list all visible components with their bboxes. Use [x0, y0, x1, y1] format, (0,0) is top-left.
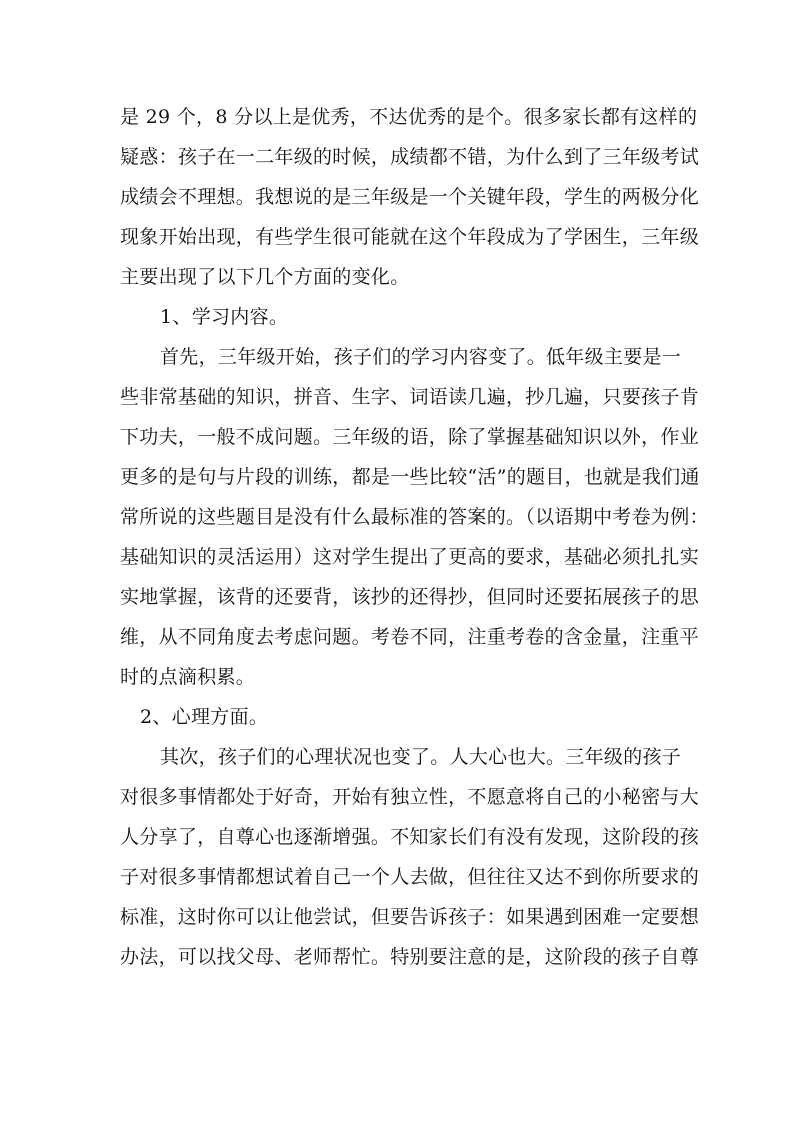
text-line-11: 常所说的这些题目是没有什么最标准的答案的。（以语期中考卷为例： [120, 506, 709, 528]
text-line-4: 现象开始出现，有些学生很可能就在这个年段成为了学困生，三年级 [120, 226, 700, 248]
text-line-7: 首先，三年级开始，孩子们的学习内容变了。低年级主要是一 [160, 346, 682, 368]
text-line-17: 其次，孩子们的心理状况也变了。人大心也大。三年级的孩子 [160, 746, 682, 768]
text-line-12: 基础知识的灵活运用）这对学生提出了更高的要求，基础必须扎扎实 [120, 546, 700, 568]
text-line-3: 成绩会不理想。我想说的是三年级是一个关键年段，学生的两极分化 [120, 186, 700, 208]
text-line-10: 更多的是句与片段的训练，都是一些比较“活”的题目，也就是我们通 [120, 466, 700, 488]
text-line-22: 办法，可以找父母、老师帮忙。特别要注意的是，这阶段的孩子自尊 [120, 946, 700, 968]
text-line-20: 子对很多事情都想试着自己一个人去做，但往往又达不到你所要求的 [120, 866, 700, 888]
text-line-5: 主要出现了以下几个方面的变化。 [120, 266, 410, 288]
text-line-8: 些非常基础的知识，拼音、生字、词语读几遍，抄几遍，只要孩子肯 [120, 386, 700, 408]
text-line-9: 下功夫，一般不成问题。三年级的语，除了掌握基础知识以外，作业 [120, 426, 700, 448]
text-line-19: 人分享了，自尊心也逐渐增强。不知家长们有没有发现，这阶段的孩 [120, 826, 700, 848]
text-line-13: 实地掌握，该背的还要背，该抄的还得抄，但同时还要拓展孩子的思 [120, 586, 700, 608]
text-line-2: 疑惑：孩子在一二年级的时候，成绩都不错，为什么到了三年级考试 [120, 146, 700, 168]
section-heading-psychology: 2、心理方面。 [140, 706, 269, 728]
text-line-15: 时的点滴积累。 [120, 666, 256, 688]
text-line-21: 标准，这时你可以让他尝试，但要告诉孩子：如果遇到困难一定要想 [120, 906, 700, 928]
text-line-18: 对很多事情都处于好奇，开始有独立性，不愿意将自己的小秘密与大 [120, 786, 700, 808]
text-line-14: 维，从不同角度去考虑问题。考卷不同，注重考卷的含金量，注重平 [120, 626, 700, 648]
text-line-1: 是 29 个，8 分以上是优秀，不达优秀的是个。很多家长都有这样的 [120, 106, 698, 128]
section-heading-learning-content: 1、学习内容。 [160, 306, 289, 328]
